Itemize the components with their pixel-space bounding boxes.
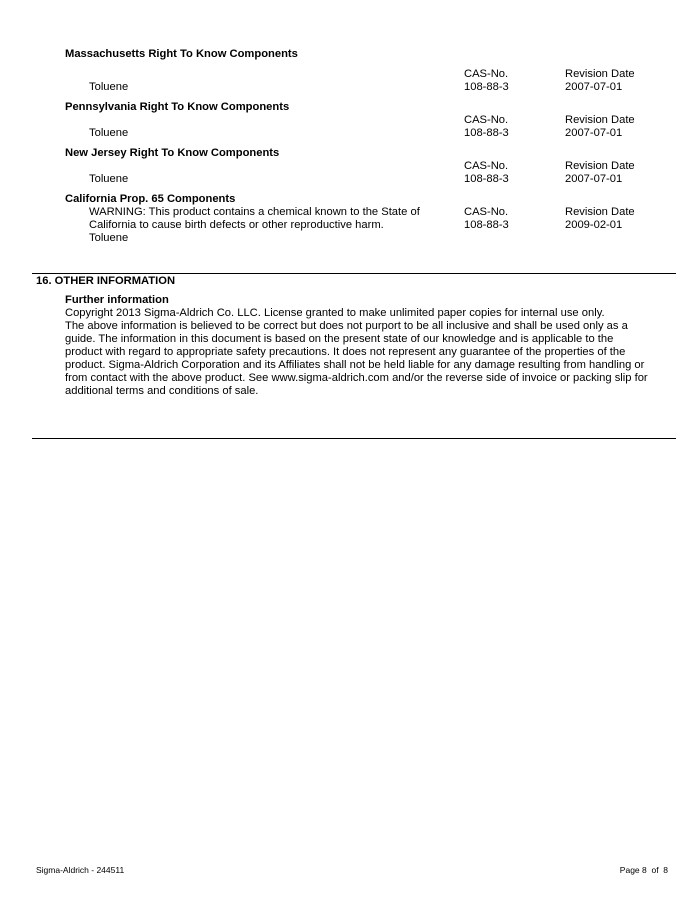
cas-number: 108-88-3 [464,81,509,93]
section-title-california: California Prop. 65 Components [65,193,236,205]
component-name: Toluene [89,173,129,185]
further-information-heading: Further information [65,294,169,306]
info-text-line: additional terms and conditions of sale. [65,385,259,397]
section-divider [32,438,676,439]
info-text-line: guide. The information in this document is based on the present state of our knowledge and is applicable to the [65,333,614,345]
column-header-cas: CAS-No. [464,114,509,126]
column-header-cas: CAS-No. [464,160,509,172]
footer-page-number: Page 8 of 8 [619,865,668,875]
info-text-line: product with regard to appropriate safety precautions. It does not represent any guarantee of the properties of the [65,346,626,358]
component-name: Toluene [89,127,129,139]
section-divider [32,273,676,274]
warning-text-line-1: WARNING: This product contains a chemical known to the State of [89,206,420,218]
section-title-pennsylvania: Pennsylvania Right To Know Components [65,101,290,113]
revision-date: 2007-07-01 [565,81,623,93]
revision-date: 2007-07-01 [565,127,623,139]
cas-number: 108-88-3 [464,173,509,185]
info-text-line: The above information is believed to be correct but does not purport to be all inclusive and shall be used only as a [65,320,628,332]
footer-product-id: Sigma-Aldrich - 244511 [36,865,125,875]
column-header-revision-date: Revision Date [565,114,635,126]
column-header-cas: CAS-No. [464,206,509,218]
column-header-revision-date: Revision Date [565,68,635,80]
info-text-line: product. Sigma-Aldrich Corporation and its Affiliates shall not be held liable for any damage resulting from handling or [65,359,645,371]
info-text-line: Copyright 2013 Sigma-Aldrich Co. LLC. License granted to make unlimited paper copies for internal use only. [65,307,605,319]
cas-number: 108-88-3 [464,127,509,139]
info-text-line: from contact with the above product. See www.sigma-aldrich.com and/or the reverse side of invoice or packing slip for [65,372,648,384]
section-title-new-jersey: New Jersey Right To Know Components [65,147,280,159]
revision-date: 2009-02-01 [565,219,623,231]
column-header-revision-date: Revision Date [565,160,635,172]
component-name: Toluene [89,81,129,93]
cas-number: 108-88-3 [464,219,509,231]
column-header-cas: CAS-No. [464,68,509,80]
section-title-massachusetts: Massachusetts Right To Know Components [65,48,298,60]
section-heading-other-information: 16. OTHER INFORMATION [36,275,176,287]
warning-text-line-2: California to cause birth defects or other reproductive harm. [89,219,384,231]
revision-date: 2007-07-01 [565,173,623,185]
column-header-revision-date: Revision Date [565,206,635,218]
component-name: Toluene [89,232,129,244]
